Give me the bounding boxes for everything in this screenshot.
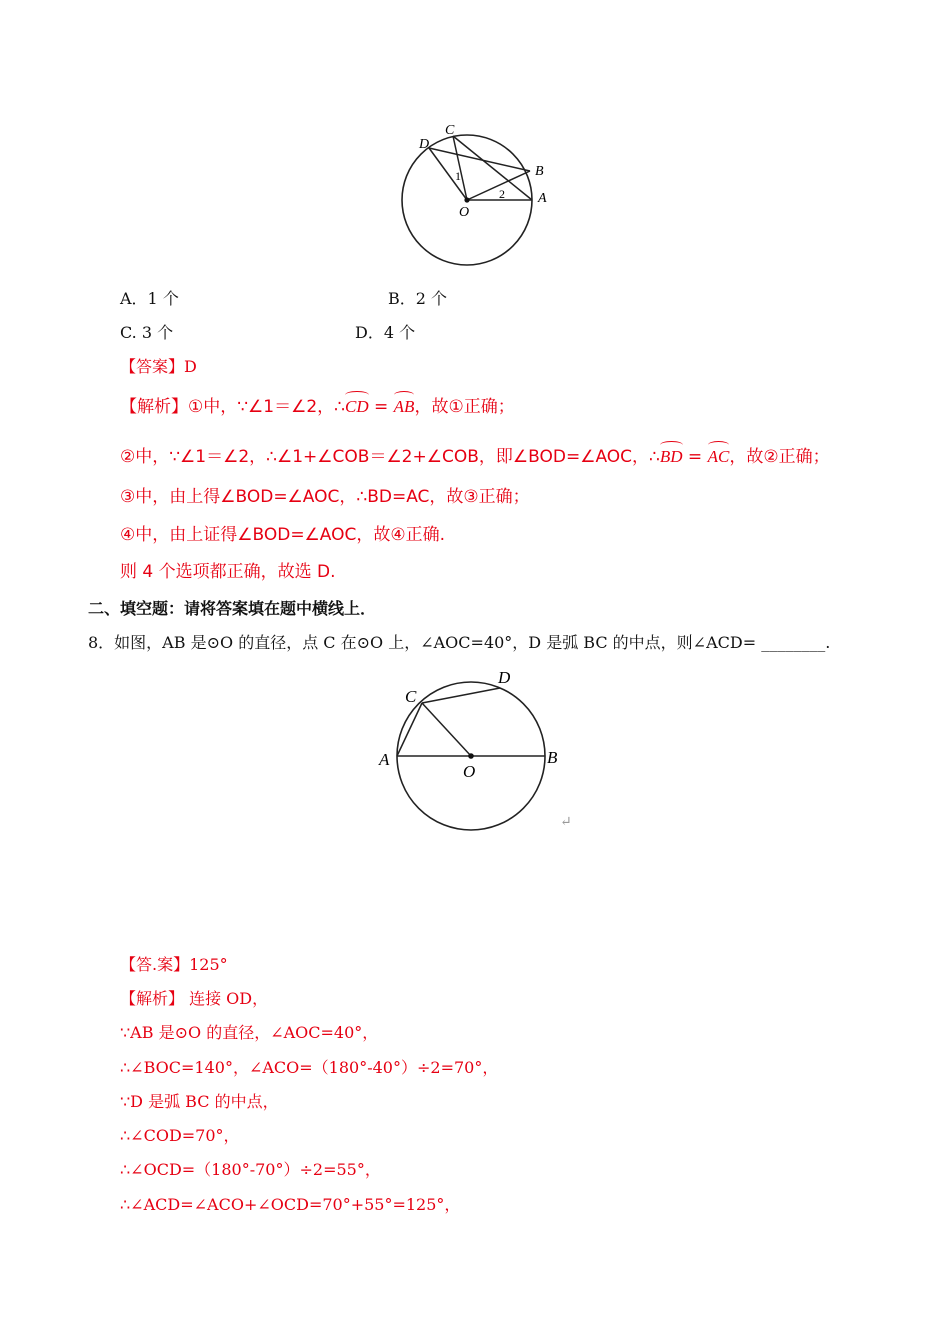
q8-analysis-line3: ∴∠BOC=140°，∠ACO=（180°-40°）÷2=70°， (120, 1058, 499, 1077)
q7-analysis-line1 (120, 392, 515, 417)
figure-circle-1 (395, 118, 565, 270)
q7-analysis-line3: ③中，由上得∠BOD=∠AOC，∴BD=AC，故③正确； (120, 487, 530, 507)
q8-answer: 【答.案】125° (120, 955, 228, 974)
label-A2: A (379, 750, 390, 769)
q7-answer: 【答案】D (120, 357, 197, 376)
label-D: D (419, 137, 430, 152)
option-c: C. 3 个 (120, 323, 174, 342)
q8-analysis-line1: 【解析】 连接 OD， (120, 989, 269, 1008)
option-d: D．4 个 (355, 323, 416, 342)
label-O2: O (463, 762, 476, 781)
return-mark: ↵ (560, 814, 572, 830)
q8-analysis-line4: ∵D 是弧 BC 的中点， (120, 1092, 279, 1111)
option-b: B．2 个 (388, 289, 448, 308)
arc-ac: AC (708, 443, 730, 467)
figure-circle-2 (370, 662, 585, 837)
arc-cd: CD (345, 393, 369, 417)
analysis-line2-suffix: ，故②正确； (729, 447, 830, 467)
analysis-line2-prefix: ②中，∵∠1＝∠2，∴∠1+∠COB＝∠2+∠COB，即∠BOD=∠AOC，∴ (120, 447, 660, 467)
arc-bd: BD (660, 443, 683, 467)
q8-analysis-line6: ∴∠OCD=（180°-70°）÷2=55°， (120, 1160, 381, 1179)
q7-analysis-line4: ④中，由上证得∠BOD=∠AOC，故④正确. (120, 525, 446, 545)
label-B: B (535, 164, 544, 179)
label-B2: B (547, 748, 558, 767)
eq1: = (368, 397, 394, 417)
option-a: A．1 个 (120, 289, 179, 308)
q8-analysis-line5: ∴∠COD=70°， (120, 1126, 240, 1145)
label-C: C (445, 123, 455, 138)
analysis-line1-suffix: ，故①正确； (414, 397, 515, 417)
q8-analysis-line2: ∵AB 是⊙O 的直径，∠AOC=40°， (120, 1023, 379, 1042)
section-title: 二、填空题：请将答案填在题中横线上． (88, 599, 377, 618)
label-A: A (538, 191, 547, 206)
eq2: = (682, 447, 708, 467)
q7-analysis-line5: 则 4 个选项都正确，故选 D. (120, 562, 336, 582)
q8-text: 8．如图，AB 是⊙O 的直径，点 C 在⊙O 上，∠AOC=40°，D 是弧 BC 的中点，则∠ACD= ________. (88, 633, 831, 652)
analysis-line1-prefix: 【解析】①中，∵∠1＝∠2，∴ (120, 397, 345, 417)
q7-analysis-line2 (120, 442, 830, 467)
arc-ab: AB (394, 393, 415, 417)
q8-analysis-line7: ∴∠ACD=∠ACO+∠OCD=70°+55°=125°， (120, 1195, 461, 1214)
label-angle-1: 1 (455, 169, 461, 183)
label-D2: D (498, 668, 511, 687)
label-angle-2: 2 (499, 187, 505, 201)
label-C2: C (405, 687, 417, 706)
label-O: O (459, 205, 470, 220)
